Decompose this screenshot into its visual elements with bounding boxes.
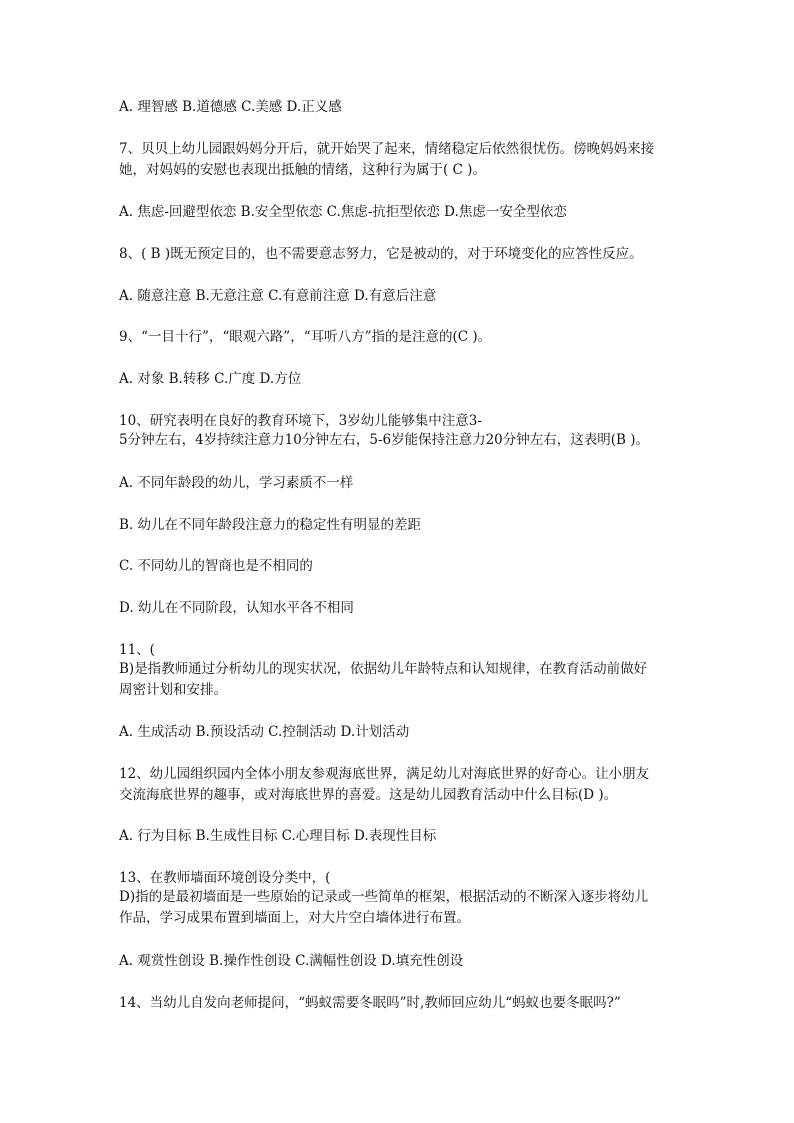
question-13-cont: D)指的是最初墙面是一些原始的记录或一些简单的框架，根据活动的不断深入逐步将幼儿 — [119, 889, 649, 905]
question-8: 8、( B )既无预定目的，也不需要意志努力，它是被动的，对于环境变化的应答性反应。 — [119, 246, 643, 262]
question-13: 13、在教师墙面环境创设分类中，( — [119, 870, 331, 886]
option-line: A. 对象 B.转移 C.广度 D.方位 — [119, 371, 302, 387]
question-10: 10、研究表明在良好的教育环境下，3岁幼儿能够集中注意3- — [119, 413, 482, 429]
option-line: B. 幼儿在不同年龄段注意力的稳定性有明显的差距 — [119, 517, 422, 533]
question-11-cont: B)是指教师通过分析幼儿的现实状况，依据幼儿年龄特点和认知规律，在教育活动前做好 — [119, 661, 648, 677]
option-line: D. 幼儿在不同阶段，认知水平各不相同 — [119, 600, 354, 616]
option-line: C. 不同幼儿的智商也是不相同的 — [119, 558, 313, 574]
option-line: A. 生成活动 B.预设活动 C.控制活动 D.计划活动 — [119, 724, 410, 740]
question-14: 14、当幼儿自发向老师提问，“蚂蚁需要冬眠吗”时,教师回应幼儿“蚂蚁也要冬眠吗?” — [119, 995, 621, 1011]
question-11: 11、( — [119, 642, 155, 658]
question-7-cont: 她，对妈妈的安慰也表现出抵触的情绪，这种行为属于( C )。 — [119, 162, 486, 178]
option-line: A. 随意注意 B.无意注意 C.有意前注意 D.有意后注意 — [119, 288, 437, 304]
option-line: A. 观赏性创设 B.操作性创设 C.满幅性创设 D.填充性创设 — [119, 953, 464, 969]
question-9: 9、“一目十行”，“眼观六路”，“耳听八方”指的是注意的(C )。 — [119, 329, 492, 345]
option-line: A. 焦虑-回避型依恋 B.安全型依恋 C.焦虑-抗拒型依恋 D.焦虑一安全型依恋 — [119, 204, 567, 220]
question-11-cont: 周密计划和安排。 — [119, 682, 227, 698]
question-13-cont: 作品，学习成果布置到墙面上，对大片空白墙体进行布置。 — [119, 910, 470, 926]
question-7: 7、贝贝上幼儿园跟妈妈分开后，就开始哭了起来，情绪稳定后依然很忧伤。傍晚妈妈来接 — [119, 141, 655, 157]
question-12: 12、幼儿园组织园内全体小朋友参观海底世界，满足幼儿对海底世界的好奇心。让小朋友 — [119, 766, 650, 782]
option-line: A. 行为目标 B.生成性目标 C.心理目标 D.表现性目标 — [119, 828, 437, 844]
option-line: A. 理智感 B.道德感 C.美感 D.正义感 — [119, 99, 342, 115]
option-line: A. 不同年龄段的幼儿，学习素质不一样 — [119, 475, 354, 491]
question-10-cont: 5分钟左右，4岁持续注意力10分钟左右，5-6岁能保持注意力20分钟左右，这表明(B )。 — [119, 432, 650, 448]
question-12-cont: 交流海底世界的趣事，或对海底世界的喜爱。这是幼儿园教育活动中什么目标(D )。 — [119, 787, 618, 803]
